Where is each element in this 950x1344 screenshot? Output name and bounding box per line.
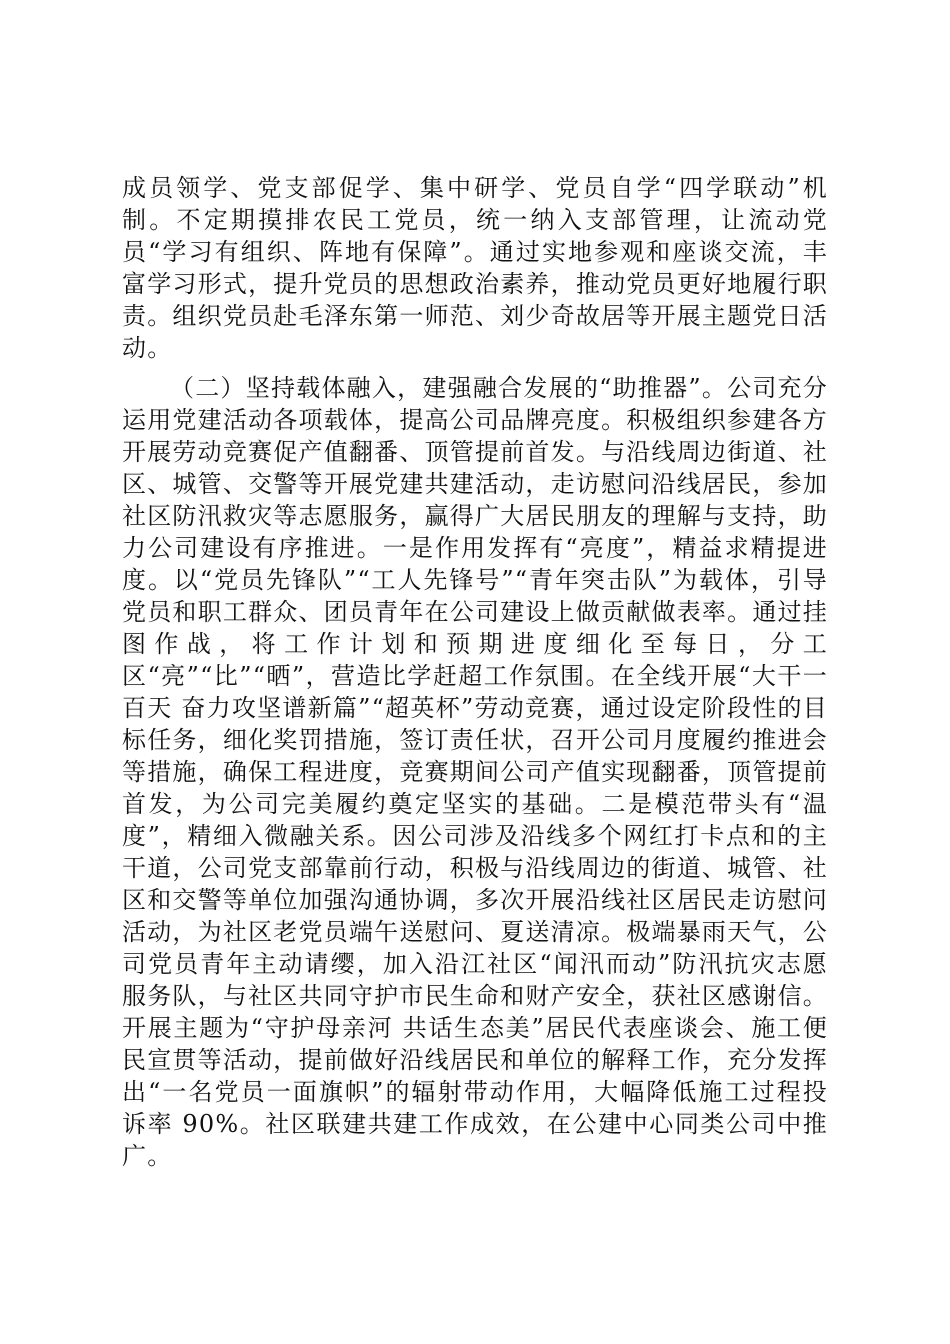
paragraph-carrier-integration: （二）坚持载体融入，建强融合发展的“助推器”。公司充分运用党建活动各项载体，提高公司品牌亮度。积极组织参建各方开展劳动竞赛促产值翻番、顶管提前首发。与沿线周边街道、社区、城管、交警等开展党建共建活动，走访慰问沿线居民，参加社区防汛救灾等志愿服务，赢得广大居民朋友的理解与支持，助力公司建设有序推进。一是作用发挥有“亮度”，精益求精提进度。以“党员先锋队”“工人先锋号”“青年突击队”为载体，引导党员和职工群众、团员青年在公司建设上做贡献做表率。通过挂图作战，将工作计划和预期进度细化至每日，分工区“亮”“比”“晒”，营造比学赶超工作氛围。在全线开展“大干一百天 奋力攻坚谱新篇”“超英杯”劳动竞赛，通过设定阶段性的目标任务，细化奖罚措施，签订责任状，召开公司月度履约推进会等措施，确保工程进度，竞赛期间公司产值实现翻番，顶管提前首发，为公司完美履约奠定坚实的基础。二是模范带头有“温度”，精细入微融关系。因公司涉及沿线多个网红打卡点和的主干道，公司党支部靠前行动，积极与沿线周边的街道、城管、社区和交警等单位加强沟通协调，多次开展沿线社区居民走访慰问活动，为社区老党员端午送慰问、夏送清凉。极端暴雨天气，公司党员青年主动请缨，加入沿江社区“闻汛而动”防汛抗灾志愿服务队，与社区共同守护市民生命和财产安全，获社区感谢信。开展主题为“守护母亲河 共话生态美”居民代表座谈会、施工便民宣贯等活动，提前做好沿线居民和单位的解释工作，充分发挥出“一名党员一面旗帜”的辐射带动作用，大幅降低施工过程投诉率 90%。社区联建共建工作成效，在公建中心同类公司中推广。 — [122, 374, 828, 1170]
paragraph-study-mechanism: 成员领学、党支部促学、集中研学、党员自学“四学联动”机制。不定期摸排农民工党员，统一纳入支部管理，让流动党员“学习有组织、阵地有保障”。通过实地参观和座谈交流，丰富学习形式，提升党员的思想政治素养，推动党员更好地履行职责。组织党员赴毛泽东第一师范、刘少奇故居等开展主题党日活动。 — [122, 174, 828, 362]
